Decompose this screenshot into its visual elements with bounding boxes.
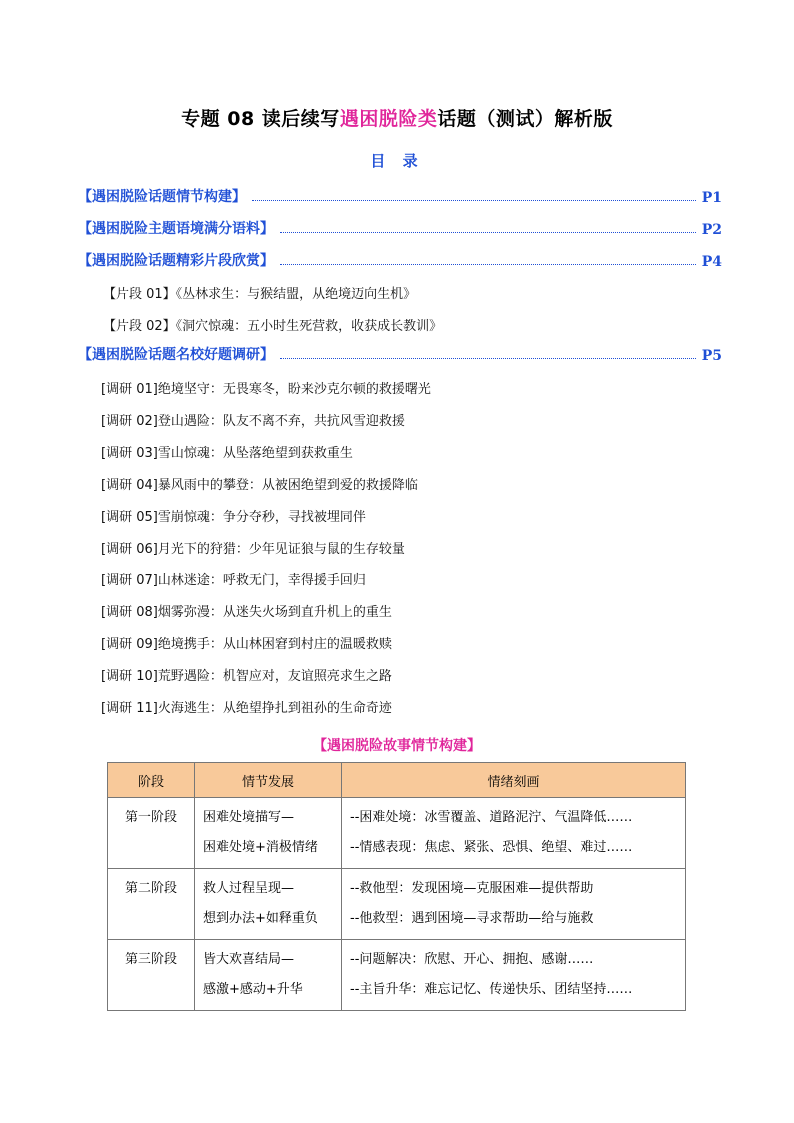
development-line: 感激+感动+升华 (203, 982, 303, 997)
toc-entry-label: 【遇困脱险主题语境满分语料】 (78, 221, 274, 237)
stage-cell: 第二阶段 (108, 869, 195, 940)
title-prefix: 专题 08 读后续写 (181, 108, 340, 130)
toc-leader-dots (280, 357, 696, 359)
table-header-row (108, 763, 686, 798)
toc-entry[interactable] (78, 342, 722, 364)
title-highlight: 遇困脱险类 (339, 108, 438, 130)
development-cell (195, 869, 342, 940)
emotion-line: --困难处境：冰雪覆盖、道路泥泞、气温降低…… (350, 810, 633, 825)
emotion-cell (342, 798, 686, 869)
toc-entry-page: P5 (701, 348, 722, 364)
research-entry[interactable]: [调研 02]登山遇险：队友不离不弃，共抗风雪迎救援 (101, 414, 405, 429)
toc-entry-label: 【遇困脱险话题名校好题调研】 (78, 347, 274, 363)
research-entry[interactable]: [调研 07]山林迷途：呼救无门，幸得援手回归 (101, 573, 366, 588)
development-line: 皆大欢喜结局— (203, 952, 295, 967)
toc-leader-dots (280, 231, 696, 233)
table-row (108, 940, 686, 1011)
emotion-line: --主旨升华：难忘记忆、传递快乐、团结坚持…… (350, 982, 633, 997)
toc-entry-page: P4 (701, 254, 722, 270)
table-row (108, 869, 686, 940)
stage-cell: 第三阶段 (108, 940, 195, 1011)
toc-entry-page: P1 (701, 190, 722, 206)
plot-structure-table (107, 762, 686, 1011)
emotion-line: --问题解决：欣慰、开心、拥抱、感谢…… (350, 952, 594, 967)
development-line: 救人过程呈现— (203, 881, 295, 896)
toc-entry-label: 【遇困脱险话题精彩片段欣赏】 (78, 253, 274, 269)
toc-entry[interactable] (78, 184, 722, 206)
development-line: 想到办法+如释重负 (203, 911, 318, 926)
development-line: 困难处境+消极情绪 (203, 840, 318, 855)
toc-leader-dots (280, 263, 696, 265)
development-line: 困难处境描写— (203, 810, 295, 825)
table-title: 【遇困脱险故事情节构建】 (313, 738, 481, 754)
development-cell (195, 940, 342, 1011)
emotion-cell (342, 869, 686, 940)
fragment-entry[interactable]: 【片段 01】《丛林求生：与猴结盟，从绝境迈向生机》 (103, 287, 417, 302)
research-entry[interactable]: [调研 04]暴风雨中的攀登：从被困绝望到爱的救援降临 (101, 478, 418, 493)
header-stage: 阶段 (108, 763, 195, 798)
header-plot-development: 情节发展 (195, 763, 342, 798)
table-row (108, 798, 686, 869)
title-suffix: 话题（测试）解析版 (437, 108, 613, 130)
research-entry[interactable]: [调研 06]月光下的狩猎：少年见证狼与鼠的生存较量 (101, 542, 405, 557)
research-entry[interactable]: [调研 09]绝境携手：从山林困窘到村庄的温暖救赎 (101, 637, 392, 652)
toc-entry-page: P2 (701, 222, 722, 238)
fragment-entry[interactable]: 【片段 02】《洞穴惊魂：五小时生死营救，收获成长教训》 (103, 319, 443, 334)
research-entry[interactable]: [调研 11]火海逃生：从绝望挣扎到祖孙的生命奇迹 (101, 701, 392, 716)
document-title (0, 104, 794, 131)
emotion-line: --他救型：遇到困境—寻求帮助—给与施救 (350, 911, 594, 926)
emotion-cell (342, 940, 686, 1011)
research-entry[interactable]: [调研 03]雪山惊魂：从坠落绝望到获救重生 (101, 446, 353, 461)
toc-leader-dots (252, 199, 696, 201)
stage-cell: 第一阶段 (108, 798, 195, 869)
emotion-line: --救他型：发现困境—克服困难—提供帮助 (350, 881, 594, 896)
research-entry[interactable]: [调研 05]雪崩惊魂：争分夺秒，寻找被埋同伴 (101, 510, 366, 525)
toc-entry[interactable] (78, 216, 722, 238)
toc-entry[interactable] (78, 248, 722, 270)
research-entry[interactable]: [调研 10]荒野遇险：机智应对，友谊照亮求生之路 (101, 669, 392, 684)
toc-heading: 目 录 (370, 152, 424, 170)
research-entry[interactable]: [调研 08]烟雾弥漫：从迷失火场到直升机上的重生 (101, 605, 392, 620)
development-cell (195, 798, 342, 869)
research-entry[interactable]: [调研 01]绝境坚守：无畏寒冬，盼来沙克尔顿的救援曙光 (101, 382, 431, 397)
header-emotion: 情绪刻画 (342, 763, 686, 798)
emotion-line: --情感表现：焦虑、紧张、恐惧、绝望、难过…… (350, 840, 633, 855)
toc-entry-label: 【遇困脱险话题情节构建】 (78, 189, 246, 205)
